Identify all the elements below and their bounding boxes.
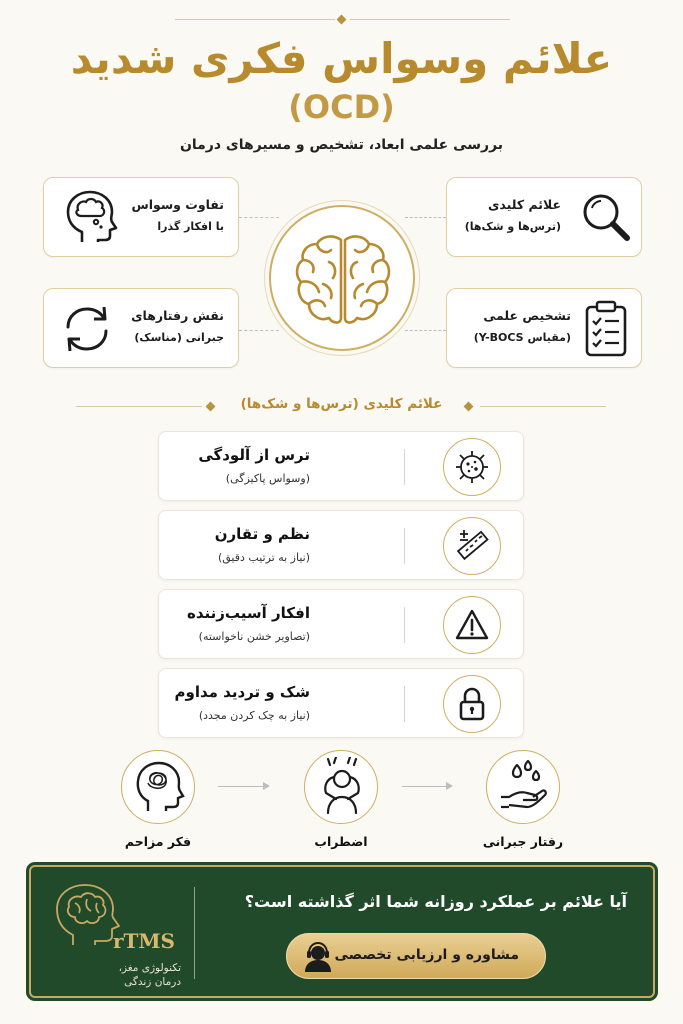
page-title: علائم وسواس فکری شدید <box>70 34 613 83</box>
symptom-icon-circle <box>443 675 501 733</box>
brain-icon <box>293 232 393 326</box>
symptom-subtitle: (تصاویر خشن ناخواسته) <box>198 630 310 643</box>
card-obsession-difference[interactable] <box>43 177 239 257</box>
card-title: تفاوت وسواس <box>131 197 224 212</box>
cycle-label: اضطراب <box>314 834 368 849</box>
cycle-step-compulsion <box>486 750 560 824</box>
tangled-head-icon <box>132 759 186 815</box>
symptom-icon-circle <box>443 438 501 496</box>
stressed-person-icon <box>314 757 370 817</box>
top-divider-right <box>350 19 510 20</box>
top-divider-left <box>175 19 335 20</box>
symptom-item[interactable] <box>158 431 524 501</box>
cycle-step-anxiety <box>304 750 378 824</box>
page-subtitle: (OCD) <box>288 88 395 126</box>
brand-name: rTMS <box>113 929 176 953</box>
card-compulsions[interactable] <box>43 288 239 368</box>
cta-banner <box>29 865 655 998</box>
consultation-button-label: مشاوره و ارزیابی تخصصی <box>334 947 519 963</box>
connector-top-left <box>239 217 279 218</box>
consultation-button[interactable] <box>286 933 546 979</box>
symptom-title: شک و تردید مداوم <box>174 683 310 701</box>
card-title: تشخیص علمی <box>483 308 571 323</box>
symptom-divider <box>404 528 405 564</box>
connector-top-right <box>405 217 446 218</box>
cta-divider <box>194 887 195 979</box>
symptom-divider <box>404 686 405 722</box>
checklist-icon <box>583 299 629 359</box>
symptom-title: نظم و تقارن <box>214 525 310 543</box>
card-subtitle: جبرانی (مناسک) <box>134 331 224 344</box>
card-title: علائم کلیدی <box>487 197 561 212</box>
card-diagnosis[interactable] <box>446 288 642 368</box>
cycle-label: رفتار جبرانی <box>482 834 564 849</box>
symptom-item[interactable] <box>158 510 524 580</box>
germ-icon <box>452 447 492 487</box>
symptom-subtitle: (نیاز به چک کردن مجدد) <box>198 709 310 722</box>
top-diamond <box>337 15 347 25</box>
card-subtitle: (مقیاس Y-BOCS) <box>473 331 571 344</box>
symptom-icon-circle <box>443 596 501 654</box>
cycle-arrow-line-2 <box>402 786 447 787</box>
symptom-divider <box>404 449 405 485</box>
connector-bottom-right <box>405 330 446 331</box>
tagline-line-1: تکنولوژی مغز، <box>118 962 181 974</box>
hand-washing-icon <box>497 759 551 815</box>
card-title: نقش رفتارهای <box>131 308 224 323</box>
brain-emblem <box>269 205 415 351</box>
card-subtitle: (ترس‌ها و شک‌ها) <box>464 220 561 233</box>
page-description: بررسی علمی ابعاد، تشخیص و مسیرهای درمان <box>179 137 504 153</box>
symptom-icon-circle <box>443 517 501 575</box>
headset-user-icon <box>301 940 335 974</box>
cta-question: آیا علائم بر عملکرد روزانه شما اثر گذاشته است؟ <box>244 892 627 911</box>
warning-icon <box>452 605 492 645</box>
symptom-item[interactable] <box>158 589 524 659</box>
cycle-step-intrusive-thought <box>121 750 195 824</box>
cycle-arrow-line-1 <box>218 786 264 787</box>
cycle-arrow-head-1 <box>263 782 270 790</box>
lock-icon <box>452 684 492 724</box>
symptom-title: افکار آسیب‌زننده <box>187 604 310 622</box>
section-divider-right <box>480 406 606 407</box>
symptom-title: ترس از آلودگی <box>198 446 310 464</box>
ruler-icon <box>452 526 492 566</box>
symptom-subtitle: (وسواس پاکیزگی) <box>225 472 310 485</box>
brand-tagline <box>41 961 181 989</box>
symptom-item[interactable] <box>158 668 524 738</box>
cycle-label: فکر مزاحم <box>124 834 192 849</box>
symptom-subtitle: (نیاز به ترتیب دقیق) <box>217 551 310 564</box>
section-title: علائم کلیدی (ترس‌ها و شک‌ها) <box>240 396 443 412</box>
magnifier-icon <box>579 190 633 246</box>
cycle-arrow-head-2 <box>446 782 453 790</box>
symptom-divider <box>404 607 405 643</box>
connector-bottom-left <box>239 330 279 331</box>
card-key-symptoms[interactable] <box>446 177 642 257</box>
card-subtitle: با افکار گذرا <box>157 220 224 233</box>
tagline-line-2: درمان زندگی <box>124 976 181 988</box>
